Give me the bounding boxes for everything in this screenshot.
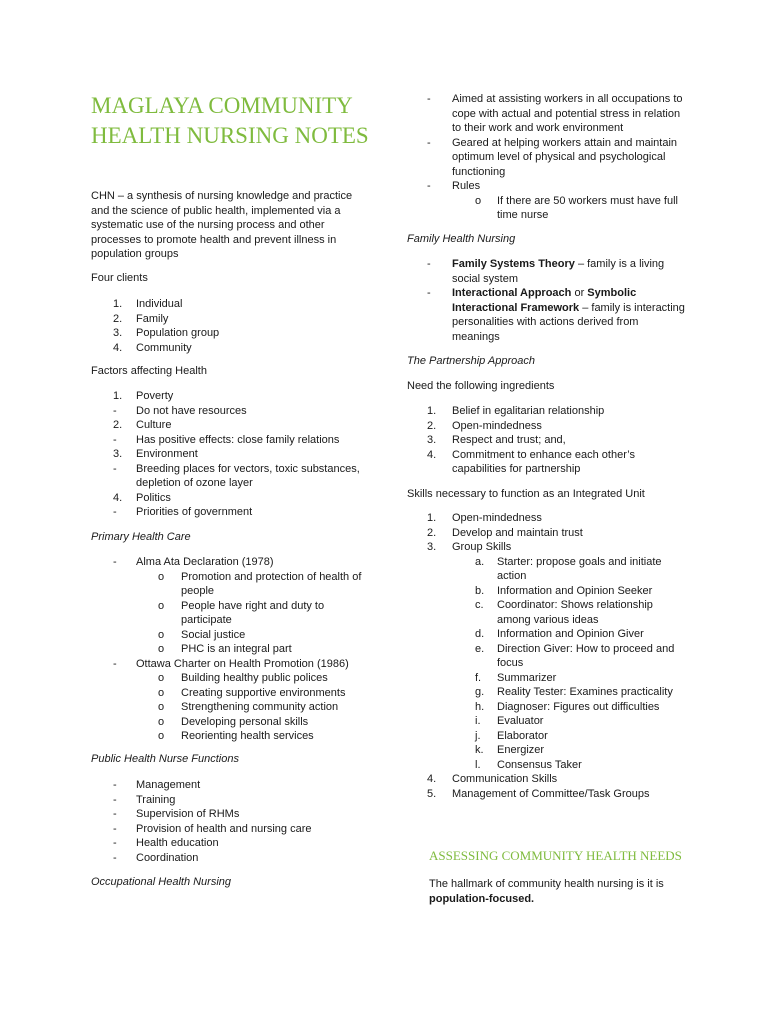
list-item-text: Alma Ata Declaration (1978) [136,556,274,568]
list-item [91,642,373,657]
list-item [91,729,373,744]
fhn-list [407,257,689,344]
list-item-text: Individual [136,298,183,310]
list-marker: o [158,599,165,612]
list-item-text: Training [136,793,176,806]
list-item [407,642,689,671]
list-item [91,715,373,730]
list-item-text: Poverty [136,390,174,402]
list-item-text: Respect and trust; and, [452,434,566,446]
list-marker: 2. [427,526,437,539]
list-item-text: Management [136,779,201,791]
list-item [91,297,373,312]
list-item-text: Strengthening community action [181,701,339,713]
hallmark-paragraph [429,877,699,906]
list-item-text: Belief in egalitarian relationship [452,405,605,417]
list-item-text: Open-mindedness [452,419,542,432]
list-item [407,714,689,729]
list-marker: 4. [427,773,437,785]
list-item-text: Coordinator: Shows relationship among various ideas [497,599,653,626]
term-interactional-approach: Interactional Approach [452,287,572,299]
list-item [407,729,689,744]
skills-list [407,511,689,801]
list-item [91,836,373,851]
term-connector: or [571,287,588,299]
list-marker: 2. [113,419,123,431]
list-marker: - [113,433,117,446]
list-marker: b. [475,584,485,597]
list-marker: - [113,404,117,417]
list-item [407,136,689,180]
list-marker: - [427,180,431,192]
list-item-text: Priorities of government [136,506,253,518]
list-item [91,671,373,686]
term-symbolic-interactional-framework: Symbolic Interactional Framework [452,287,637,314]
list-marker: o [158,686,165,699]
list-marker: j. [475,729,481,742]
list-marker: o [158,730,165,742]
list-marker: i. [475,715,481,727]
list-marker: - [113,822,117,835]
list-item-text: Management of Committee/Task Groups [452,787,650,800]
list-item-text: Energizer [497,744,545,756]
list-item-text: Promotion and protection of health of people [181,570,362,597]
list-marker: e. [475,642,485,655]
list-marker: 3. [113,327,123,339]
list-item [91,312,373,327]
list-item [91,570,373,599]
list-marker: 5. [427,787,437,800]
list-item [91,404,373,419]
list-marker: - [113,657,117,670]
list-item-text: Population group [136,327,220,339]
list-item [91,433,373,448]
list-item [91,700,373,715]
list-item-text: Aimed at assisting workers in all occupations to cope with actual and potential stress in relation to their work and work environment [452,93,683,134]
list-item-text: Provision of health and nursing care [136,822,312,835]
term-family-systems-theory: Family Systems Theory [452,258,575,270]
list-item [407,743,689,758]
list-marker: 1. [113,298,123,310]
document-title: MAGLAYA COMMUNITY HEALTH NURSING NOTES [91,93,369,148]
chn-definition: CHN – a synthesis of nursing knowledge and practice and the science of public health, implemented via a systematic use of the nursing process and other processes to promote health and prevent illness in population groups [91,190,353,260]
list-marker: o [158,570,165,583]
list-item-text: Information and Opinion Seeker [497,584,653,597]
list-marker: 1. [113,390,123,402]
list-item [407,404,689,419]
list-item [91,822,373,837]
list-item-text: Do not have resources [136,404,247,417]
list-marker: - [113,779,117,791]
list-item-text: Communication Skills [452,773,558,785]
list-item [407,448,689,477]
list-item-text: Summarizer [497,671,557,684]
list-item [407,685,689,700]
list-item [91,505,373,520]
list-item [91,599,373,628]
list-item-text: Direction Giver: How to proceed and focus [497,642,675,669]
list-marker: 1. [427,512,437,524]
list-item-text: Group Skills [452,541,512,553]
list-marker: 2. [113,312,123,325]
list-item-text: Reorienting health services [181,730,314,742]
factors-list [91,389,373,520]
list-item-text: PHC is an integral part [181,643,292,655]
list-item [407,598,689,627]
list-marker: o [158,715,165,728]
list-item [91,793,373,808]
list-marker: - [427,287,431,299]
list-item-text: Family [136,312,169,325]
list-marker: o [158,643,165,655]
list-item [407,419,689,434]
list-item [91,341,373,356]
list-item [407,286,689,344]
term-definition: – family is a living social system [452,258,665,285]
list-item-text: Ottawa Charter on Health Promotion (1986) [136,657,349,670]
list-item-text: If there are 50 workers must have full time nurse [497,194,678,221]
list-item [91,807,373,822]
list-item-text: Coordination [136,851,199,864]
list-item-text: Develop and maintain trust [452,526,583,539]
phc-list [91,555,373,744]
list-item-text: Social justice [181,628,246,641]
list-item [407,627,689,642]
list-marker: 4. [427,448,437,461]
list-marker: - [113,462,117,475]
list-item-text: Culture [136,419,172,431]
list-item [407,433,689,448]
list-marker: a. [475,555,485,568]
list-item-text: Health education [136,837,219,849]
list-item [407,584,689,599]
list-item [91,491,373,506]
hallmark-bold: population-focused. [429,892,535,905]
list-marker: - [113,837,117,849]
ohn-heading: Occupational Health Nursing [91,876,232,888]
phn-list [91,778,373,865]
list-item [407,257,689,286]
list-marker: 1. [427,405,437,417]
ingredients-list [407,404,689,477]
list-item-text: Geared at helping workers attain and maintain optimum level of physical and psychological functioning [452,136,678,178]
list-marker: 3. [113,448,123,460]
list-item-text: Reality Tester: Examines practicality [497,686,673,698]
list-marker: - [427,258,431,270]
list-item [91,851,373,866]
list-item-text: Diagnoser: Figures out difficulties [497,700,660,713]
list-item [407,179,689,194]
ingredients-heading: Need the following ingredients [407,380,555,392]
list-marker: o [475,194,482,207]
list-marker: f. [475,671,482,684]
assessing-heading: ASSESSING COMMUNITY HEALTH NEEDS [429,848,682,863]
list-marker: - [113,556,117,568]
list-item-text: Politics [136,491,171,504]
list-item-text: People have right and duty to participate [181,599,325,626]
list-item [407,671,689,686]
list-marker: - [427,93,431,105]
list-item-text: Starter: propose goals and initiate action [497,555,662,582]
list-item [91,389,373,404]
list-item [407,194,689,223]
list-item [91,326,373,341]
four-clients-list [91,297,373,355]
list-marker: k. [475,744,484,756]
term-definition: – family is interacting personalities with actions derived from meanings [452,301,685,343]
list-item [407,700,689,715]
list-marker: 4. [113,491,123,504]
list-item [407,540,689,555]
list-marker: d. [475,628,485,640]
list-item-text: Breeding places for vectors, toxic substances, depletion of ozone layer [136,462,360,489]
list-item-text: Evaluator [497,715,544,727]
list-item-text: Has positive effects: close family relations [136,433,340,446]
list-marker: l. [475,758,481,771]
list-marker: 3. [427,541,437,553]
list-item-text: Consensus Taker [497,758,582,771]
list-marker: o [158,628,165,641]
list-marker: - [113,808,117,820]
skills-heading: Skills necessary to function as an Integrated Unit [407,488,645,500]
factors-heading: Factors affecting Health [91,365,207,377]
list-item [407,772,689,787]
fhn-heading: Family Health Nursing [407,233,516,245]
list-marker: 3. [427,434,437,446]
ohn-list [407,92,689,223]
list-marker: o [158,672,165,684]
list-item [91,447,373,462]
list-item-text: Creating supportive environments [181,686,346,699]
list-item [407,92,689,136]
list-item-text: Commitment to enhance each other’s capabilities for partnership [452,448,636,475]
list-item [91,555,373,570]
list-item [91,628,373,643]
list-marker: o [158,701,165,713]
list-item [91,778,373,793]
list-marker: c. [475,599,484,611]
list-item [407,758,689,773]
list-item-text: Building healthy public polices [181,672,328,684]
list-item [407,511,689,526]
list-item-text: Community [136,341,192,354]
list-marker: g. [475,686,485,698]
list-item-text: Elaborator [497,729,548,742]
list-item [407,787,689,802]
list-item [91,462,373,491]
list-marker: 4. [113,341,123,354]
list-marker: 2. [427,419,437,432]
list-item-text: Information and Opinion Giver [497,628,644,640]
list-item [91,686,373,701]
list-item [91,418,373,433]
list-item [407,555,689,584]
four-clients-heading: Four clients [91,272,148,284]
list-item [91,657,373,672]
list-item-text: Supervision of RHMs [136,808,240,820]
list-marker: - [113,793,117,806]
list-item [407,526,689,541]
phn-heading: Public Health Nurse Functions [91,753,239,765]
list-item-text: Open-mindedness [452,512,542,524]
list-marker: h. [475,700,485,713]
phc-heading: Primary Health Care [91,531,191,543]
list-marker: - [113,506,117,518]
list-item-text: Environment [136,448,198,460]
list-item-text: Developing personal skills [181,715,309,728]
hallmark-text: The hallmark of community health nursing is it is [429,878,664,890]
list-item-text: Rules [452,180,481,192]
list-marker: - [113,851,117,864]
partnership-heading: The Partnership Approach [407,355,535,367]
list-marker: - [427,136,431,149]
